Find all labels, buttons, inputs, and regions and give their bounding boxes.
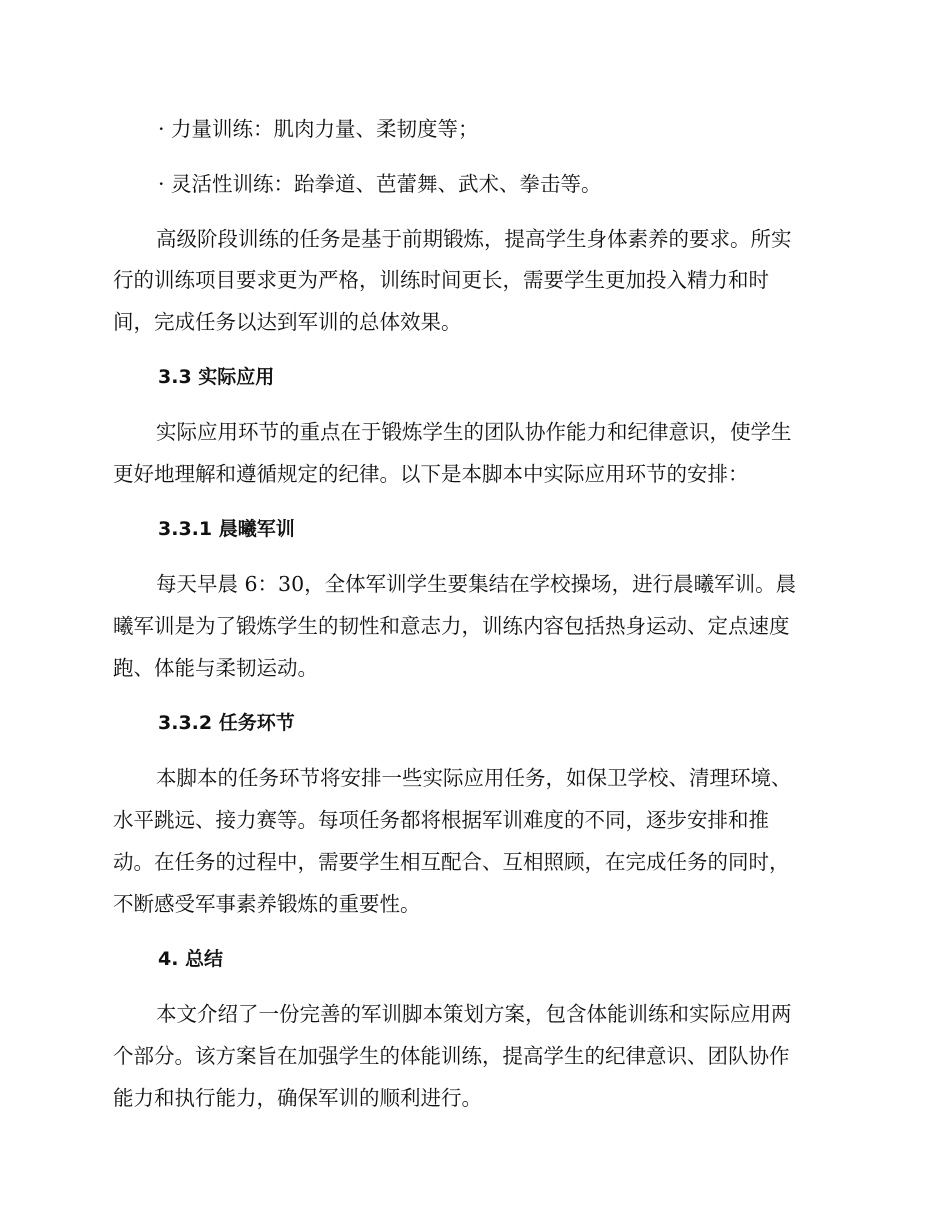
section-heading-3-3-2: 3.3.2 任务环节 — [158, 712, 295, 734]
bullet-strength-training: · 力量训练：肌肉力量、柔韧度等； — [158, 117, 479, 141]
bullet-agility-training: · 灵活性训练：跆拳道、芭蕾舞、武术、拳击等。 — [158, 172, 602, 196]
section-heading-3-3-1: 3.3.1 晨曦军训 — [158, 518, 295, 540]
paragraph-line: 本文介绍了一份完善的军训脚本策划方案，包含体能训练和实际应用两 — [156, 1002, 792, 1026]
paragraph-line: 跑、体能与柔韧运动。 — [113, 656, 318, 680]
paragraph-line: 动。在任务的过程中，需要学生相互配合、互相照顾，在完成任务的同时， — [113, 850, 790, 874]
paragraph-line: 水平跳远、接力赛等。每项任务都将根据军训难度的不同，逐步安排和推 — [113, 808, 769, 832]
paragraph-line: 个部分。该方案旨在加强学生的体能训练，提高学生的纪律意识、团队协作 — [113, 1044, 790, 1068]
paragraph-line: 曦军训是为了锻炼学生的韧性和意志力，训练内容包括热身运动、定点速度 — [113, 614, 790, 638]
paragraph-line: 不断感受军事素养锻炼的重要性。 — [113, 892, 421, 916]
paragraph-line: 行的训练项目要求更为严格，训练时间更长，需要学生更加投入精力和时 — [113, 268, 769, 292]
section-heading-4: 4. 总结 — [158, 948, 224, 970]
section-heading-3-3: 3.3 实际应用 — [158, 366, 275, 388]
paragraph-line: 更好地理解和遵循规定的纪律。以下是本脚本中实际应用环节的安排： — [113, 462, 749, 486]
paragraph-line: 能力和执行能力，确保军训的顺利进行。 — [113, 1086, 482, 1110]
paragraph-line: 本脚本的任务环节将安排一些实际应用任务，如保卫学校、清理环境、 — [156, 766, 792, 790]
paragraph-line: 实际应用环节的重点在于锻炼学生的团队协作能力和纪律意识，使学生 — [156, 420, 792, 444]
paragraph-line: 每天早晨 6：30，全体军训学生要集结在学校操场，进行晨曦军训。晨 — [156, 572, 797, 596]
paragraph-line: 高级阶段训练的任务是基于前期锻炼，提高学生身体素养的要求。所实 — [156, 227, 792, 251]
paragraph-line: 间，完成任务以达到军训的总体效果。 — [113, 310, 462, 334]
